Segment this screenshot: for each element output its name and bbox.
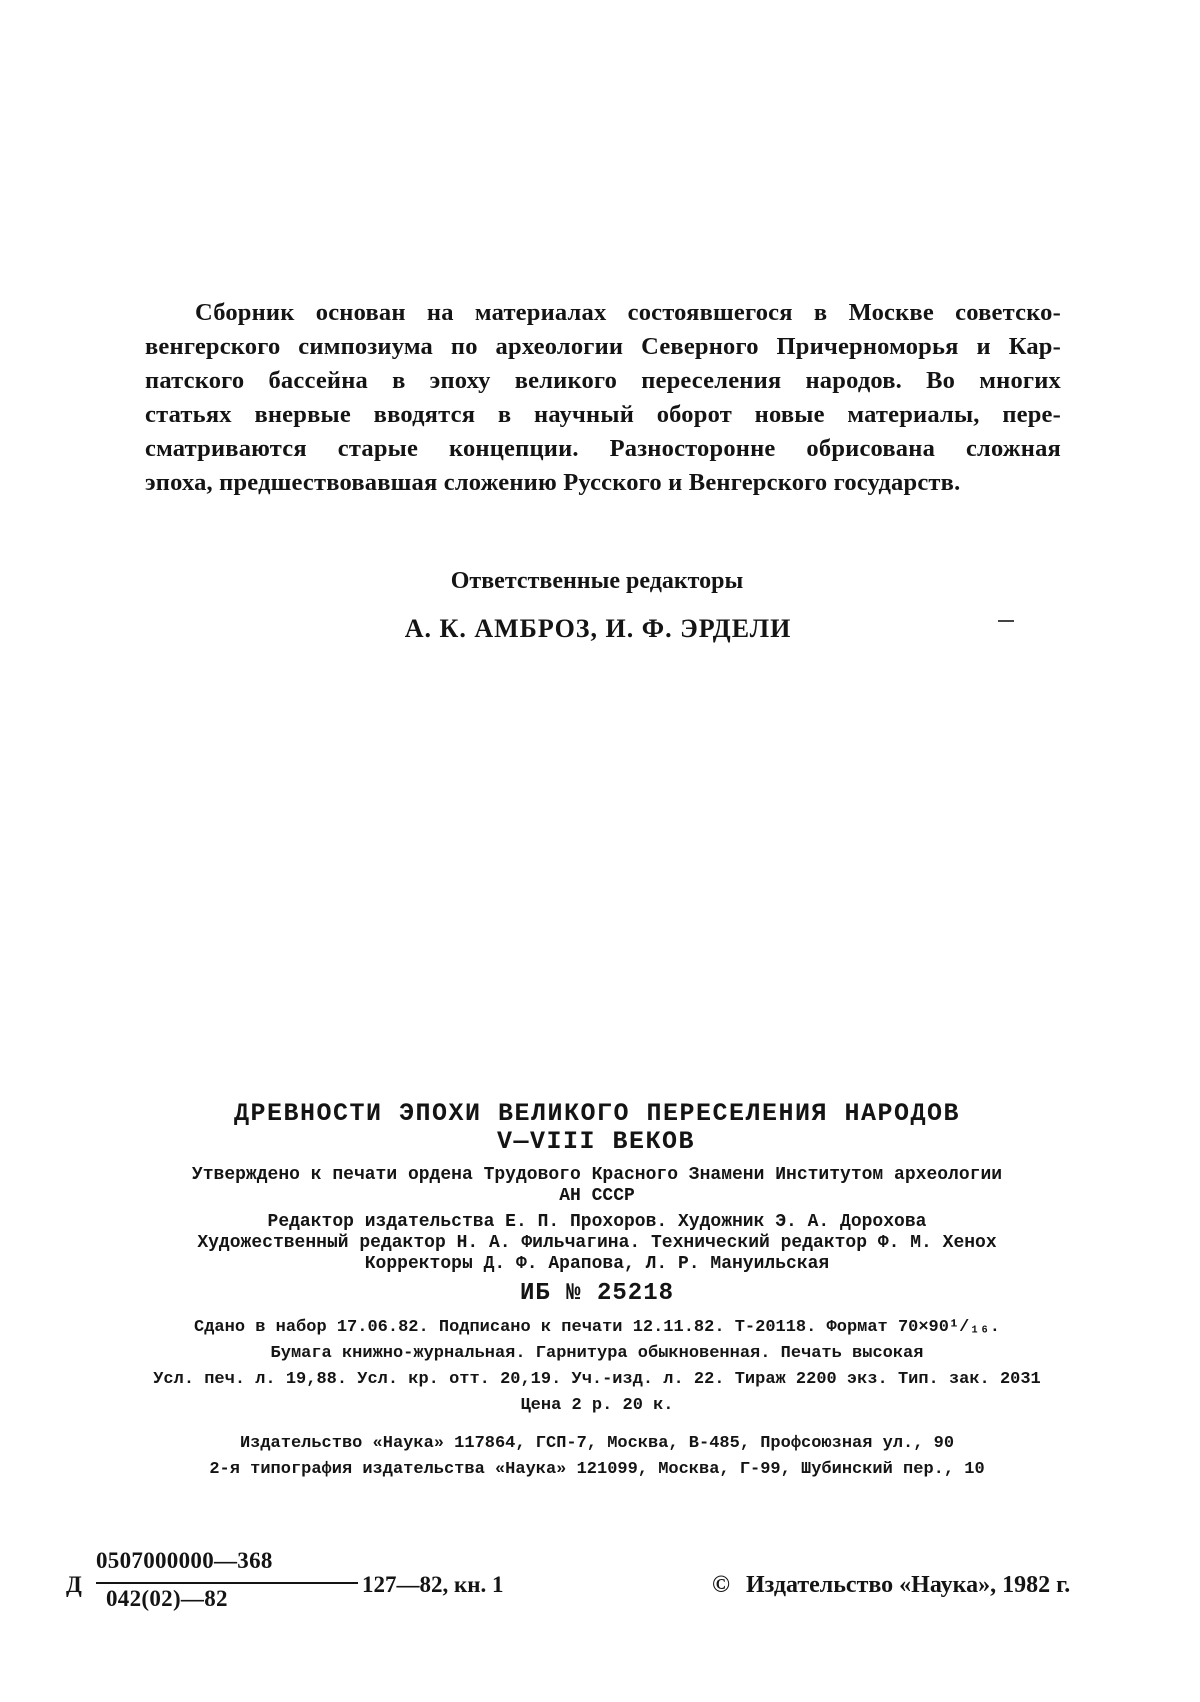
print-blemish xyxy=(998,620,1014,622)
staff-line: Художественный редактор Н. А. Фильчагина. Технический редактор Ф. М. Хенох xyxy=(197,1233,997,1253)
imprint-block xyxy=(0,1100,1200,1483)
copyright-text: Издательство «Наука», 1982 г. xyxy=(745,1572,1071,1598)
abstract-line: сматриваются старые концепции. Разносторонне обрисована сложная xyxy=(145,435,1061,462)
staff-line: Редактор издательства Е. П. Прохоров. Художник Э. А. Дорохова xyxy=(267,1212,927,1232)
printer-address: 2-я типография издательства «Наука» 121099, Москва, Г-99, Шубинский пер., 10 xyxy=(209,1460,985,1479)
abstract-line: эпоха, предшествовавшая сложению Русского и Венгерского государств. xyxy=(145,469,961,496)
tech-line: Бумага книжно-журнальная. Гарнитура обыкновенная. Печать высокая xyxy=(270,1344,924,1363)
catalog-denominator: 042(02)—82 xyxy=(106,1586,228,1611)
staff-line: Корректоры Д. Ф. Арапова, Л. Р. Мануильская xyxy=(364,1254,830,1274)
fraction-bar xyxy=(96,1582,358,1584)
copyright-icon: © xyxy=(712,1572,730,1598)
approval-note: Утверждено к печати ордена Трудового Красного Знамени Институтом археологии xyxy=(191,1165,1003,1185)
abstract-line: статьях внервые вводятся в научный оборот новые материалы, пере- xyxy=(145,401,1061,428)
book-title-centuries: V—VIII ВЕКОВ xyxy=(496,1127,696,1156)
tech-line: Сдано в набор 17.06.82. Подписано к печати 12.11.82. Т-20118. Формат 70×90¹/₁₆. xyxy=(194,1318,1000,1337)
abstract-line: венгерского симпозиума по археологии Северного Причерноморья и Кар- xyxy=(145,333,1061,360)
price-line: Цена 2 р. 20 к. xyxy=(520,1396,674,1415)
ib-number: ИБ № 25218 xyxy=(519,1280,675,1307)
editors-caption: Ответственные редакторы xyxy=(450,568,744,594)
catalog-suffix: 127—82, кн. 1 xyxy=(362,1572,504,1597)
catalog-numerator: 0507000000—368 xyxy=(96,1548,273,1573)
publisher-address: Издательство «Наука» 117864, ГСП-7, Москва, В-485, Профсоюзная ул., 90 xyxy=(239,1434,955,1453)
editors-names: А. К. АМБРОЗ, И. Ф. ЭРДЕЛИ xyxy=(404,614,792,643)
copyright-line xyxy=(712,1572,1070,1599)
abstract xyxy=(145,296,1061,500)
catalog-letter: Д xyxy=(66,1572,82,1597)
tech-line: Усл. печ. л. 19,88. Усл. кр. отт. 20,19. Уч.-изд. л. 22. Тираж 2200 экз. Тип. зак. 2031 xyxy=(153,1370,1041,1389)
abstract-line: патского бассейна в эпоху великого переселения народов. Во многих xyxy=(145,367,1061,394)
book-title: ДРЕВНОСТИ ЭПОХИ ВЕЛИКОГО ПЕРЕСЕЛЕНИЯ НАРОДОВ xyxy=(233,1099,961,1128)
abstract-line: Сборник основан на материалах состоявшегося в Москве советско- xyxy=(195,299,1061,326)
approval-note-org: АН СССР xyxy=(559,1186,635,1206)
